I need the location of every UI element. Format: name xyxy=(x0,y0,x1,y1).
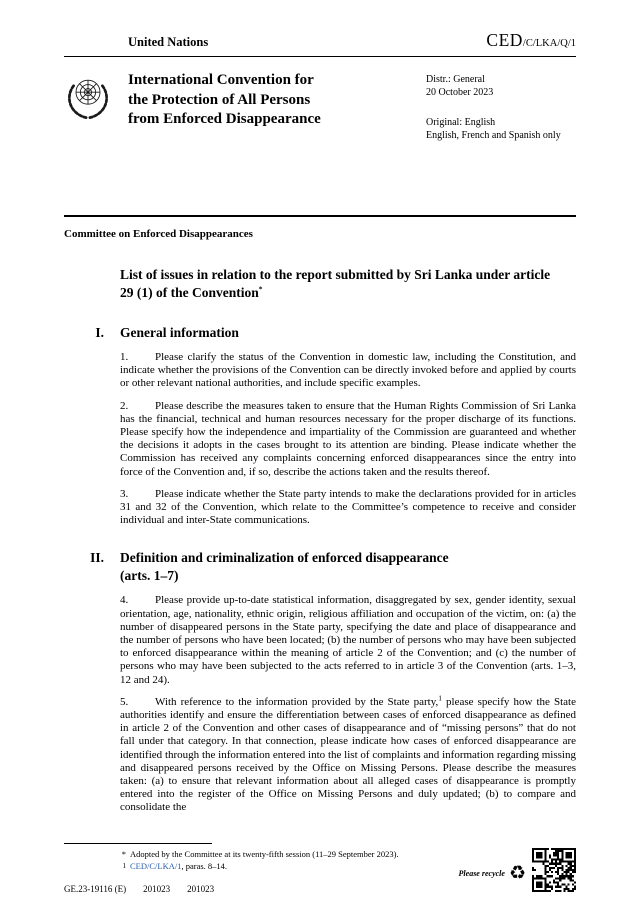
recycle-block xyxy=(459,864,526,883)
document-title-text: List of issues in relation to the report submitted by Sri Lanka under article 29 (1) of the Convention xyxy=(120,267,551,300)
document-title xyxy=(120,266,560,302)
section-heading-subline: (arts. 1–7) xyxy=(120,568,179,584)
section-heading-2 xyxy=(64,549,576,585)
footnote-separator xyxy=(64,843,212,844)
document-symbol-main: CED xyxy=(486,30,523,50)
paragraph-3 xyxy=(120,488,576,528)
distribution-block xyxy=(426,69,576,215)
section-heading-line: Definition and criminalization of enforced disappearance xyxy=(120,550,449,566)
recycle-label: Please recycle xyxy=(458,869,505,878)
languages-note: English, French and Spanish only xyxy=(426,130,561,141)
paragraph-4 xyxy=(120,594,576,686)
footnote-text-rest: , paras. 8–14. xyxy=(181,860,228,871)
paragraph-number: 2. xyxy=(120,399,129,412)
convention-title-line: International Convention for xyxy=(128,72,314,88)
masthead xyxy=(64,69,576,215)
section-heading-text xyxy=(120,549,449,585)
committee-name: Committee on Enforced Disappearances xyxy=(64,228,253,240)
distr-label: Distr.: General xyxy=(426,74,485,85)
paragraph-2 xyxy=(120,400,576,479)
date-stamp-1: 201023 xyxy=(143,884,171,894)
paragraph-text: Please clarify the status of the Convention in domestic law, including the Constitution, and indicate whether the provisions of the Convention can be directly invoked before and applied by courts or other relevant national authorities, and include specific examples. xyxy=(120,351,576,390)
paragraph-text: Please indicate whether the State party intends to make the declarations provided for in articles 31 and 32 of the Convention, which relate to the Committee’s competence to receive and consider individual and inter-State communications. xyxy=(120,487,576,527)
section-numeral: I. xyxy=(95,325,104,340)
footnote-marker-sup: 1 xyxy=(122,861,126,870)
paragraph-text: Please describe the measures taken to ensure that the Human Rights Commission of Sri Lanka has the financial, technical and human resources necessary for the proper discharge of its functions. Please specify how the independence and impartiality of the Commission are guaranteed and whether the decisions it adopts in the cases brought to its attention are binding. Please indicate whether the Commission has received any complaints concerning enforced disappearances since the entry into force of the Convention and, if so, describe the actions taken and the results thereof. xyxy=(120,399,576,478)
footnote-star xyxy=(64,849,464,861)
paragraph-5 xyxy=(120,693,576,815)
convention-title-line: the Protection of All Persons xyxy=(128,91,311,108)
paragraph-number: 5. xyxy=(120,695,129,708)
convention-title-line: from Enforced Disappearance xyxy=(128,111,321,127)
paragraph-number: 3. xyxy=(120,487,129,500)
footnote-marker xyxy=(64,861,130,875)
header-divider xyxy=(64,215,576,217)
paragraph-text: Please provide up-to-date statistical information, disaggregated by sex, gender identity, sexual orientation, age, nationality, ethnic origin, religious affiliation and occupation of the victim, on: (a) the number of disappeared persons in the State party, specifying the date and place of disappearance and the number of persons who have been located; (b) the number of persons who may have been subjected to enforced disappearance within the meaning of article 2 of the Convention; and (c) the number of persons who may have been subjected to the acts referred to in article 3 of the Convention (arts. 1–3, 12 and 24). xyxy=(120,594,576,686)
section-numeral: II. xyxy=(90,550,104,566)
original-language: Original: English xyxy=(426,117,496,128)
paragraph-text: please specify how the State authorities identify and ensure the differentiation between cases of enforced disappearance as defined in article 2 of the Convention and other cases of disappearance and of “missing persons” that do not fall under that category. In that connection, please indicate how cases of enforced disappearance are identified through the information entered into the list of complaints and information regarding missing and disappeared persons received by the Office on Missing Persons. Please describe the measures taken: (a) to ensure that relevant information about all alleged cases of disappearance is promptly entered into the register of the Office on Missing Persons and duly updated; (b) to compare and consolidate the xyxy=(120,695,576,814)
date-stamp-2: 201023 xyxy=(187,884,215,894)
distr-date: 20 October 2023 xyxy=(426,87,494,98)
footnote-text xyxy=(130,861,227,875)
paragraph-text: With reference to the information provided by the State party, xyxy=(155,695,439,708)
footnote-1 xyxy=(64,861,464,875)
header-row xyxy=(64,30,576,57)
qr-code xyxy=(532,848,576,892)
paragraph-number: 1. xyxy=(120,351,129,363)
recycle-icon: ♻ xyxy=(508,863,526,884)
un-emblem-icon xyxy=(64,69,112,215)
footnote-ref-1: 1 xyxy=(438,693,442,703)
footer-row xyxy=(64,884,214,894)
footnote-marker: * xyxy=(121,849,126,860)
org-name: United Nations xyxy=(128,35,209,49)
footnotes-block xyxy=(64,843,464,875)
title-footnote-ref: * xyxy=(258,284,263,294)
document-symbol-rest: /C/LKA/Q/1 xyxy=(522,38,576,49)
job-number: GE.23-19116 (E) xyxy=(64,884,127,894)
section-heading-1 xyxy=(64,324,576,342)
footnote-document-link[interactable]: CED/C/LKA/1 xyxy=(130,860,182,871)
footnote-text: Adopted by the Committee at its twenty-fifth session (11–29 September 2023). xyxy=(130,849,399,860)
convention-title xyxy=(128,69,426,215)
section-heading-text: General information xyxy=(120,325,239,340)
document-symbol xyxy=(486,30,576,51)
paragraph-number: 4. xyxy=(120,594,129,607)
paragraph-1 xyxy=(120,351,576,391)
